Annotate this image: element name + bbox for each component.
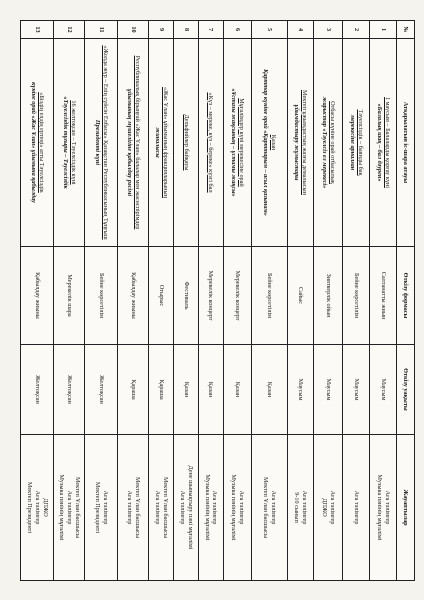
event-title-line: мерекесіне арналған [349, 114, 357, 171]
event-responsible [252, 435, 287, 581]
responsible-person: 9-10 сынып [293, 492, 301, 523]
table-row [118, 21, 149, 581]
row-number: 12 [54, 21, 85, 39]
event-responsible [314, 435, 343, 581]
event-title-line: Отбасы күніне орай отбасылық [329, 101, 337, 184]
event-title [370, 39, 397, 247]
responsible-person: Аға тәлімгер [238, 490, 246, 525]
event-format: Отырыс [149, 247, 174, 345]
event-title [198, 39, 223, 247]
event-responsible [287, 435, 314, 581]
responsible-person: Аға тәлімгер [383, 490, 391, 525]
table-header-row [397, 21, 415, 581]
event-format: Мерекелік концерт [223, 247, 252, 345]
event-format: Фестиваль [173, 247, 198, 345]
event-title-line: жарыстар «Тәуелсіз ел мерекесі» [321, 96, 329, 189]
row-number: 10 [118, 21, 149, 39]
table-row [54, 21, 85, 581]
event-responsible [198, 435, 223, 581]
responsible-person: Аға тәлімгер [211, 490, 219, 525]
row-number: 6 [223, 21, 252, 39]
row-number: 7 [198, 21, 223, 39]
event-responsible [118, 435, 149, 581]
responsible-person: Аға тәлімгер [66, 490, 74, 525]
event-title-line: «Күз – мереке, күз – береке» күзгі бал [207, 92, 215, 193]
event-format: Бейне көрсетілім [85, 247, 118, 345]
table-row [252, 21, 287, 581]
responsible-person: Мектеп Президенті [26, 481, 34, 534]
event-title [223, 39, 252, 247]
event-title [343, 39, 370, 247]
header-format: Өткізу формасы [397, 247, 415, 345]
event-title [21, 39, 54, 247]
table-row [149, 21, 174, 581]
table-row [85, 21, 118, 581]
event-format: Салтанатты жиын [370, 247, 397, 345]
row-number: 11 [85, 21, 118, 39]
event-title [252, 39, 287, 247]
event-title [149, 39, 174, 247]
row-number: 9 [149, 21, 174, 39]
event-title-line: күніне орай «Жас Ұлан» ұйымына қабылдау [30, 82, 38, 203]
event-date: Желтоқсан [54, 345, 85, 435]
event-date: Желтоқсан [85, 345, 118, 435]
event-responsible [21, 435, 54, 581]
responsible-person: ДПЖО [41, 498, 49, 517]
row-number: 5 [252, 21, 287, 39]
responsible-person: Музыка пәнінің мұғалімі [376, 474, 384, 541]
responsible-person: Аға тәлімгер [154, 490, 162, 525]
event-format: Мерекелік концерт [198, 247, 223, 345]
event-title-line: 16 желтоқсан – Тәуелсіздік күні [69, 100, 77, 185]
event-date: Маусым [287, 345, 314, 435]
table-row [223, 21, 252, 581]
document-page [20, 20, 415, 580]
event-date: Маусым [343, 345, 370, 435]
table-row [21, 21, 54, 581]
event-title-line: Президенті күні [94, 119, 102, 166]
event-date: Қазан [173, 345, 198, 435]
table-row [173, 21, 198, 581]
event-title-line: «Жолда жүр – Елің сүйсін Елбасы» Қазақстан Республикасының Тұңғыш [101, 45, 109, 240]
event-title-line: Қарттар күніне орай «Қарттарым – асыл қазынам» [262, 69, 270, 216]
responsible-person: Мектеп Президенті [94, 481, 102, 534]
responsible-person: Аға тәлімгер [353, 490, 361, 525]
event-responsible [173, 435, 198, 581]
responsible-person: Аға тәлімгер [101, 490, 109, 525]
event-responsible [370, 435, 397, 581]
table-row [198, 21, 223, 581]
event-format: Бейне көрсетілім [252, 247, 287, 345]
event-date: Маусым [314, 345, 343, 435]
event-format: Бейне көрсетілім [343, 247, 370, 345]
event-title [118, 39, 149, 247]
event-date: Қараша [149, 345, 174, 435]
event-format: Қабылдау жиыны [118, 247, 149, 345]
event-title [85, 39, 118, 247]
table-row [370, 21, 397, 581]
event-responsible [149, 435, 174, 581]
event-date: Желтоқсан [21, 345, 54, 435]
responsible-person: Мектеп Ұлан басшысы [133, 476, 141, 539]
event-title-line: жиналысы [154, 127, 162, 158]
event-date: Қазан [252, 345, 287, 435]
responsible-person: Музыка пәнінің мұғалімі [203, 474, 211, 541]
responsible-person: Аға тәлімгер [126, 490, 134, 525]
row-number: 4 [287, 21, 314, 39]
event-format: Қабылдау жиыны [21, 247, 54, 345]
responsible-person: Аға тәлімгер [270, 490, 278, 525]
event-title-line: Қазан [270, 134, 278, 151]
row-number: 1 [370, 21, 397, 39]
event-title-line: ұйымдастыру жұмыстары [293, 104, 301, 181]
event-responsible [223, 435, 252, 581]
event-title-line: «Балалық шақ – бал дәурен» [376, 103, 384, 182]
event-title-line: Республикалық бірыңғай «Жас Ұлан» балалар мен жасөспірімдер [133, 55, 141, 230]
responsible-person: ДПЖО [321, 498, 329, 517]
responsible-person: Аға тәлімгер [301, 490, 309, 525]
event-title-line: «Ұстазы жақсының – ұстамы жақсы» [230, 88, 238, 197]
row-number: 2 [343, 21, 370, 39]
event-date: Қазан [223, 345, 252, 435]
header-event: Атқарылатын іс-шара атауы [397, 39, 415, 247]
responsible-person: Аға тәлімгер [329, 490, 337, 525]
event-title-line: «Жас Ұлан» ұйымының фракцияларының [161, 87, 169, 198]
event-title-line: 1 маусым – Балаларды қорғау күні [383, 97, 391, 188]
event-title [173, 39, 198, 247]
event-responsible [85, 435, 118, 581]
row-number: 3 [314, 21, 343, 39]
event-date: Қазан [198, 345, 223, 435]
responsible-person: Музыка пәнінің мұғалімі [58, 474, 66, 541]
header-responsible: Жауаптылар [397, 435, 415, 581]
event-format: Мерекелік шара [54, 247, 85, 345]
responsible-person: Мектеп Ұлан басшысы [73, 476, 81, 539]
event-title-line: «Тәуелсіздік тұғыры – Тәуелсіздік [62, 96, 70, 189]
responsible-person: Мектеп Ұлан басшысы [161, 476, 169, 539]
event-title-line: Дельфийлер байқауы [182, 114, 190, 171]
header-num: № [397, 21, 415, 39]
event-title-line: Тәуелсіздік – баянды бақ [356, 109, 364, 176]
event-responsible [54, 435, 85, 581]
header-date: Өткізу уақыты [397, 345, 415, 435]
event-title [287, 39, 314, 247]
row-number: 13 [21, 21, 54, 39]
event-format: Сайыс [287, 247, 314, 345]
event-title-line: «Біздің елдің ертеңі» атты Тәуелсіздік [37, 92, 45, 193]
event-title-line: Мұғалімдер күні мерекесіне орай [238, 98, 246, 187]
responsible-person: Дене шынықтыру пәні мұғалімі [186, 465, 194, 550]
event-date: Қараша [118, 345, 149, 435]
event-title [314, 39, 343, 247]
responsible-person: Аға тәлімгер [33, 490, 41, 525]
row-number: 8 [173, 21, 198, 39]
event-title [54, 39, 85, 247]
event-title-line: ұйымының мүшелігіне қабылдау рәсімі [126, 88, 134, 197]
table-row [314, 21, 343, 581]
responsible-person: Музыка пәнінің мұғалімі [230, 474, 238, 541]
events-plan-table [20, 20, 415, 581]
event-title-line: Мектеп ұжымдастың жазғы демалысын [301, 90, 309, 195]
event-date: Маусым [370, 345, 397, 435]
responsible-person: Аға тәлімгер [178, 490, 186, 525]
responsible-person: Мектеп Ұлан басшысы [262, 476, 270, 539]
table-row [287, 21, 314, 581]
event-responsible [343, 435, 370, 581]
event-format: Зияткерлік ойын [314, 247, 343, 345]
table-row [343, 21, 370, 581]
